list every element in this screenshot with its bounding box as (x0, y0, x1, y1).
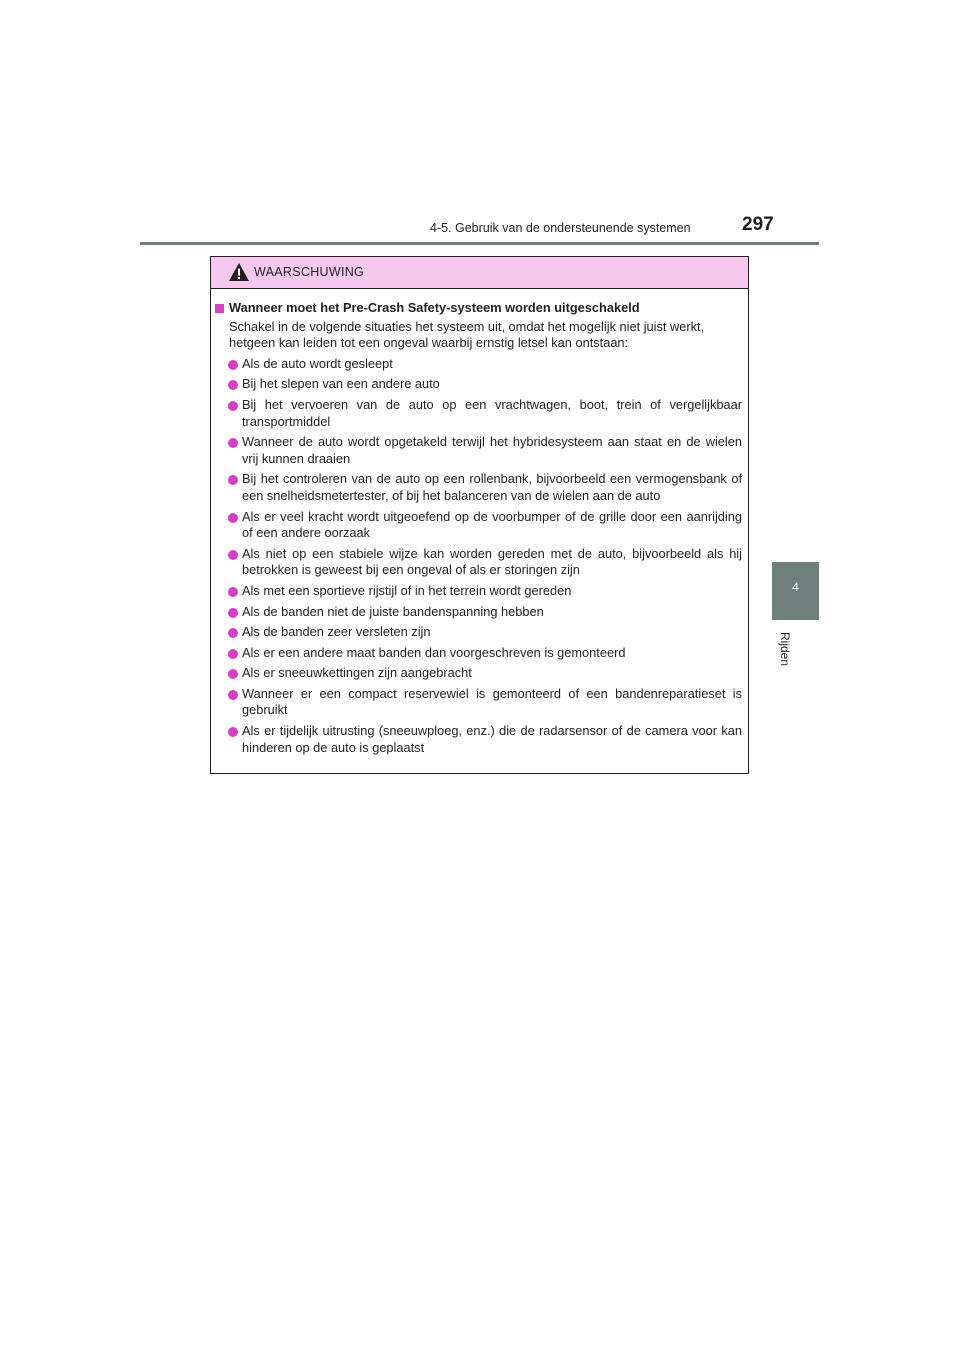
list-item-text: Als er tijdelijk uitrusting (sneeuwploeg, enz.) die de radarsensor of de camera voor kan hinderen op de auto is geplaatst (242, 723, 742, 755)
circle-bullet-icon (228, 608, 238, 618)
topic-text: Wanneer moet het Pre-Crash Safety-systeem worden uitgeschakeld (229, 300, 640, 315)
section-title: 4-5. Gebruik van de ondersteunende systemen (430, 221, 691, 235)
list-item (215, 356, 742, 373)
list-item (215, 645, 742, 662)
list-item (215, 723, 742, 756)
list-item-text: Als er een andere maat banden dan voorgeschreven is gemonteerd (242, 644, 626, 660)
circle-bullet-icon (228, 628, 238, 638)
circle-bullet-icon (228, 669, 238, 679)
list-item-text: Bij het slepen van een andere auto (242, 376, 440, 392)
list-item-text: Als met een sportieve rijstijl of in het terrein wordt gereden (242, 582, 572, 598)
list-item (215, 624, 742, 641)
warning-topic (215, 300, 742, 317)
square-bullet-icon (215, 304, 224, 313)
circle-bullet-icon (228, 360, 238, 370)
list-item (215, 376, 742, 393)
list-item (215, 434, 742, 467)
list-item-text: Als er veel kracht wordt uitgeoefend op de voorbumper of de grille door een aanrijding of een andere oorzaak (242, 508, 742, 541)
warning-body (211, 289, 748, 756)
chapter-label: Rijden (778, 632, 792, 667)
list-item-text: Als de auto wordt gesleept (242, 355, 393, 371)
warning-header (211, 257, 748, 289)
list-item-text: Bij het vervoeren van de auto op een vrachtwagen, boot, trein of vergelijkbaar transportmiddel (242, 396, 742, 429)
list-item (215, 583, 742, 600)
list-item (215, 665, 742, 682)
list-item (215, 604, 742, 621)
bullet-list (215, 356, 742, 756)
list-item-text: Wanneer er een compact reservewiel is gemonteerd of een bandenreparatieset is gebruikt (242, 685, 742, 718)
list-item (215, 509, 742, 542)
warning-box (210, 256, 749, 774)
header-divider (140, 242, 819, 245)
circle-bullet-icon (228, 727, 238, 737)
circle-bullet-icon (228, 587, 238, 597)
circle-bullet-icon (228, 380, 238, 390)
circle-bullet-icon (228, 475, 238, 485)
list-item-text: Als de banden niet de juiste bandenspanning hebben (242, 603, 544, 619)
circle-bullet-icon (228, 401, 238, 411)
warning-intro: Schakel in de volgende situaties het systeem uit, omdat het mogelijk niet juist werkt, hetgeen kan leiden tot een ongeval waarbij ernstig letsel kan ontstaan: (229, 318, 705, 351)
circle-bullet-icon (228, 550, 238, 560)
list-item-text: Als niet op een stabiele wijze kan worden gereden met de auto, bijvoorbeeld als hij betrokken is geweest bij een ongeval of als er storingen zijn (242, 545, 742, 578)
list-item-text: Wanneer de auto wordt opgetakeld terwijl het hybridesysteem aan staat en de wielen vrij kunnen draaien (242, 434, 742, 466)
warning-title: WAARSCHUWING (254, 265, 365, 279)
list-item-text: Als er sneeuwkettingen zijn aangebracht (242, 665, 472, 681)
list-item (215, 471, 742, 504)
list-item (215, 397, 742, 430)
list-item (215, 686, 742, 719)
circle-bullet-icon (228, 649, 238, 659)
chapter-tab: 4 (772, 562, 819, 620)
circle-bullet-icon (228, 438, 238, 448)
circle-bullet-icon (228, 513, 238, 523)
list-item-text: Als de banden zeer versleten zijn (242, 624, 431, 640)
list-item (215, 546, 742, 579)
list-item-text: Bij het controleren van de auto op een rollenbank, bijvoorbeeld een vermogensbank of een snelheidsmetertester, of bij het balanceren van de wielen aan de auto (242, 471, 742, 503)
page-number: 297 (742, 214, 774, 235)
circle-bullet-icon (228, 690, 238, 700)
warning-triangle-icon (228, 262, 250, 282)
